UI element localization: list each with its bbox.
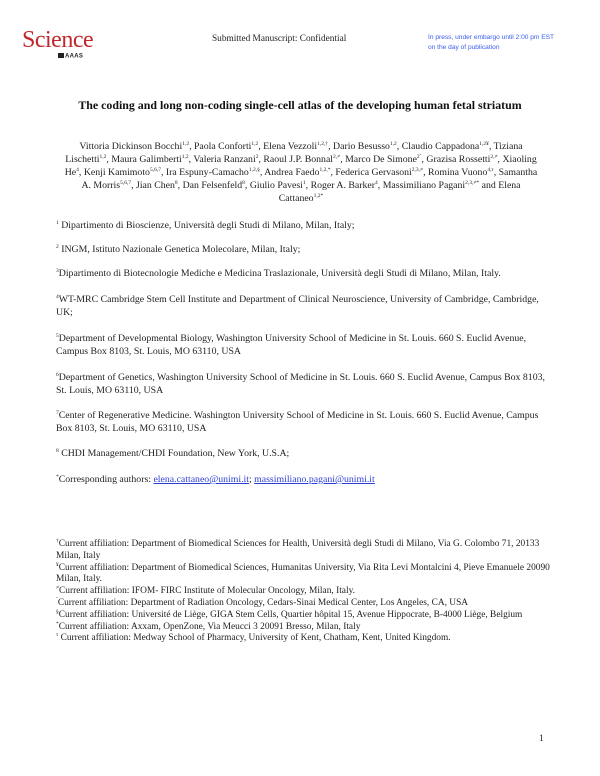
manuscript-status: Submitted Manuscript: Confidential (212, 34, 347, 44)
author-name: Jian Chen (136, 180, 175, 192)
footnote: *Current affiliation: Axxam, OpenZone, Via Meucci 3 20091 Bresso, Milan, Italy (56, 620, 361, 632)
affiliation-6: $^6$Department of Genetics, Washington University School of Medicine in St. Louis. 660 S. Euclid Avenue, Campus Box 8103, St. Louis, MO 63110, USA (56, 372, 545, 396)
embargo-line-1: In press, under embargo until 2:00 pm EST (428, 34, 555, 41)
email-link-pagani[interactable]: massimiliano.pagani@unimi.it (254, 474, 375, 485)
footnote: $^ˆ$Current affiliation: Department of Radiation Oncology, Cedars-Sinai Medical Center, Los Angeles, CA, USA (56, 596, 469, 608)
email-link-cattaneo[interactable]: elena.cattaneo@unimi.it (153, 474, 249, 485)
affiliation-3: $^3$Dipartimento di Biotecnologie Mediche e Medicina Traslazionale, Università degli Studi di Milano, Milan, Italy. (56, 268, 501, 279)
aaas-logo: AAAS (58, 53, 92, 60)
embargo-notice (428, 33, 598, 52)
author-name: Vittoria Dickinson Bocchi (79, 141, 183, 152)
affiliation-4: $^4$WT-MRC Cambridge Stem Cell Institute and Department of Clinical Neuroscience, University of Cambridge, Cambridge, UK; (56, 294, 539, 318)
author-name: Ira Espuny-Camacho (165, 167, 249, 179)
logo-wordmark: Science (22, 27, 94, 53)
footnote: ¥Current affiliation: Department of Biomedical Sciences, Humanitas University, Via Rita Levi Montalcini 4, Pieve Emanuele 20090 Milan, Italy. (56, 561, 550, 585)
paper-title: The coding and long non-coding single-cell atlas of the developing human fetal striatum (78, 98, 522, 112)
footnotes (56, 539, 556, 645)
embargo-line-2: on the day of publication (428, 43, 500, 51)
science-logo (22, 28, 92, 60)
author-name: Grazisa Rossetti (426, 154, 491, 166)
affiliation-7: $^7$Center of Regenerative Medicine. Washington University School of Medicine in St. Louis. 660 S. Euclid Avenue, Campus Box 8103, St. Louis, MO 63110, USA (56, 410, 539, 434)
footnote: $^\tau$ Current affiliation: Medway School of Pharmacy, University of Kent, Chatham, Kent, United Kingdom. (56, 632, 451, 644)
footnote: †Current affiliation: Department of Biomedical Sciences for Health, Università degli Studi di Milano, Via G. Colombo 71, 20133 Milan, Italy (56, 538, 540, 561)
page-number: 1 (539, 734, 544, 744)
author-name: Paola Conforti (193, 141, 252, 152)
footnote: ≠Current affiliation: IFOM- FIRC Institute of Molecular Oncology, Milan, Italy. (56, 585, 355, 597)
author-name: Dan Felsenfeld (182, 180, 243, 192)
author-name: Maura Galimberti (111, 154, 182, 166)
corresponding-authors: *Corresponding authors: elena.cattaneo@unimi.it; massimiliano.pagani@unimi.it (56, 474, 375, 485)
affiliation-2: $^2$ INGM, Istituto Nazionale Genetica Molecolare, Milan, Italy; (56, 244, 301, 255)
author-name: Federica Gervasoni (335, 167, 412, 179)
author-name: Dario Besusso (333, 141, 390, 152)
author-name: Romina Vuono (427, 167, 488, 179)
affiliation-1: $^1$ Dipartimento di Bioscienze, Università degli Studi di Milano, Milan, Italy; (56, 220, 355, 231)
author-list: Vittoria Dickinson Bocchi$^{1,2}$, Paola Conforti$^{1,2}$, Elena Vezzoli$^{1,2,\dagger}$, Dario Besusso$^{1,2}$, Claudio Cappadona$^{1,2¥}$, Tiziana Lischetti$^{1,2}$, Maura Galimberti$^{1,2}$, Valeria Ranzani$^2$, Raoul J.P. Bonnal$^{2,\ne}$, Marco De Simone$^{2ˆ}$, Grazisa Rossetti$^{2,\ne}$, Xiaoling He$^4$, Kenji Kamimoto$^{5,6,7}$, Ira Espuny-Camacho$^{1,2,\S}$, Andrea Faedo$^{1,2,*}$, Federica Gervasoni$^{2,3,\ne}$, Romina Vuono$^{4,\tau}$, Samantha A. Morris$^{5,6,7}$, Jian Chen$^8$, Dan Felsenfeld$^8$, Giulio Pavesi$^1$, Roger A. Barker$^4$, Massimiliano Pagani$^{2,3,\ne*}$ and Elena Cattaneo$^{1,2*}$ (64, 141, 538, 205)
author-name: Elena Cattaneo (278, 180, 521, 205)
author-name: Raoul J.P. Bonnal (263, 154, 334, 166)
author-name: Massimiliano Pagani (382, 180, 466, 192)
author-name: Xiaoling He (64, 154, 537, 179)
author-name: Kenji Kamimoto (83, 167, 150, 179)
author-name: Giulio Pavesi (249, 180, 303, 192)
author-name: Claudio Cappadona (401, 141, 480, 152)
author-name: Andrea Faedo (264, 167, 320, 179)
affiliation-5: $^5$Department of Developmental Biology, Washington University School of Medicine in St. Louis. 660 S. Euclid Avenue, Campus Box 8103, St. Louis, MO 63110, USA (56, 333, 527, 357)
author-name: Elena Vezzoli (263, 141, 318, 152)
affiliation-8: $^8$ CHDI Management/CHDI Foundation, New York, U.S.A; (56, 448, 290, 459)
footnote: §Current affiliation: Université de Liège, GIGA Stem Cells, Quartier hôpital 15, Avenue Hippocrate, B-4000 Liège, Belgium (56, 608, 523, 620)
author-name: Valeria Ranzani (193, 154, 256, 166)
author-name: Roger A. Barker (310, 180, 376, 192)
aaas-mark-icon (58, 53, 64, 58)
author-name: Tiziana Lischetti (65, 141, 523, 166)
author-name: Samantha A. Morris (81, 167, 538, 192)
author-name: Marco De Simone (345, 154, 417, 166)
